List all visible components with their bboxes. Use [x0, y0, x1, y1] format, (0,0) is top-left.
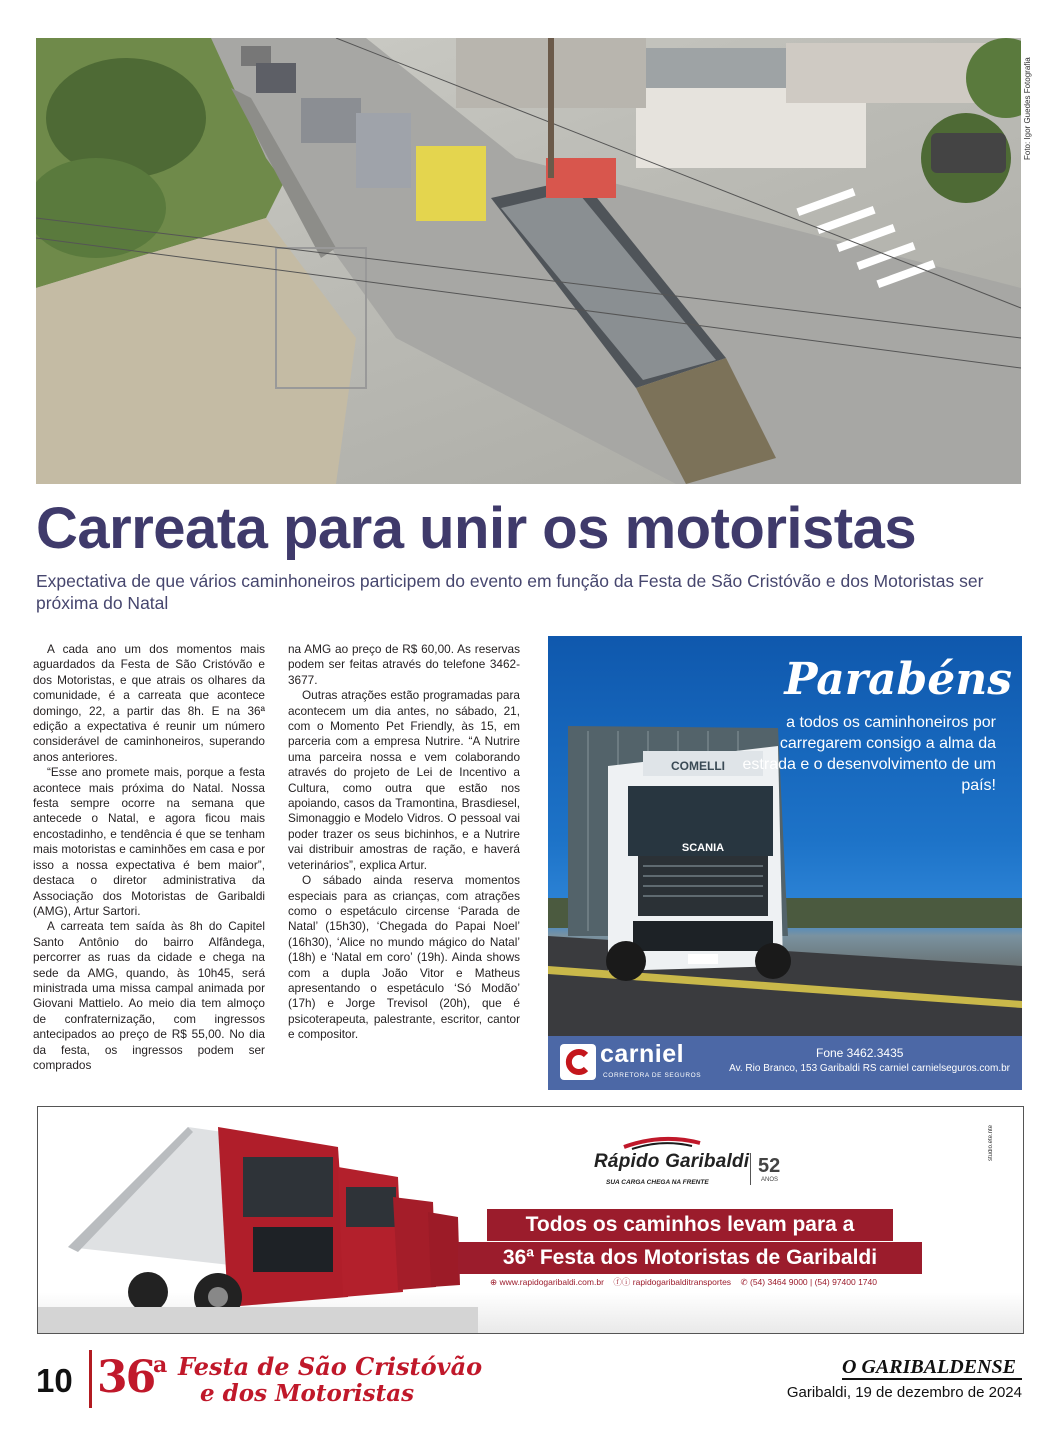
paragraph: “Esse ano promete mais, porque a festa acontece mais próxima do Natal. Nossa festa sempre ocorre na semana que antecede o Natal, e agora ficou mais encostadinho, e tendência é que se tenham mais motoristas e caminhões em casa e por isso a nossa expectativa é bem maior”, destaca o diretor administrativa da Associação dos Motoristas de Garibaldi (AMG), Artur Sartori. — [33, 765, 265, 918]
cab-sign: COMELLI — [671, 759, 725, 773]
rapido-contacts — [490, 1276, 910, 1288]
festa-number: 36 — [97, 1352, 155, 1403]
newspaper-rule — [842, 1378, 1022, 1380]
paragraph: A carreata tem saída às 8h do Capitel Santo Antônio do bairro Alfândega, percorrer as ruas da cidade e chega na sede da AMG, quando, às 10h45, será ministrada uma missa campal animada por Giovani Mattielo. Ao meio dia tem almoço de confraternização, com ingressos antecipados ao preço de R$ 55,00. No dia da festa, os ingressos podem ser comprados — [33, 919, 265, 1072]
truck-parade-illustration — [36, 38, 1021, 484]
carniel-phone: Fone 3462.3435 — [816, 1046, 904, 1060]
ad-credit: studio.ete.nte — [988, 1125, 994, 1162]
social-icon: ⓕⓘ — [613, 1277, 631, 1287]
paragraph: A cada ano um dos momentos mais aguardados da Festa de São Cristóvão e dos Motoristas, e que atrais os olhares da comunidade, é a carreata que acontece domingo, 22, a partir das 8h. E na 36ª edição a expectativa é reunir um número considerável de caminhoneiros, superando anos anteriores. — [33, 642, 265, 764]
subheadline: Expectativa de que vários caminhoneiros participem do evento em função da Festa de São Cristóvão e dos Motoristas ser próxima do Natal — [36, 571, 984, 613]
ad-banner-line-2: 36ª Festa dos Motoristas de Garibaldi — [458, 1242, 922, 1274]
article-column-2 — [288, 642, 520, 1043]
rapido-tagline: SUA CARGA CHEGA NA FRENTE — [606, 1179, 709, 1186]
carniel-ad[interactable] — [548, 636, 1022, 1090]
rapido-garibaldi-ad[interactable] — [37, 1106, 1024, 1334]
phone-icon: ✆ — [740, 1277, 748, 1287]
rapido-brand: Rápido Garibaldi — [594, 1151, 750, 1172]
rapido-website[interactable]: www.rapidogaribaldi.com.br — [499, 1277, 604, 1287]
paragraph: Outras atrações estão programadas para acontecem um dia antes, no sábado, 21, com o Momento Pet Friendly, às 15, em parceria com a empresa Nutrire. “A Nutrire uma parceira nossa e vem colaborando através do projeto de Lei de Incentivo a Cultura, como outra que estão nos apoiando, casos da Tramontina, Brasdiesel, Simonaggio e Modelo Vidros. O pessoal vai poder trazer os seus bichinhos, e a Nutrire vai distribuir amostras de ração, e haverá veterinários”, explica Artur. — [288, 688, 520, 872]
carniel-sub: CORRETORA DE SEGUROS — [603, 1072, 702, 1079]
ad-message: a todos os caminhoneiros por carregarem consigo a alma da estrada e o desenvolvimento de um país! — [742, 714, 996, 794]
festa-ordinal: a — [153, 1352, 168, 1378]
rapido-years-label: ANOS — [761, 1177, 779, 1183]
page-number: 10 — [36, 1362, 73, 1399]
rapido-swoosh-icon — [622, 1135, 702, 1151]
rapido-years: 52 — [758, 1155, 781, 1177]
rapido-phones: (54) 3464 9000 | (54) 97400 1740 — [750, 1277, 877, 1287]
hero-photo — [36, 38, 1021, 484]
ad-title: Parabéns — [784, 654, 1012, 705]
web-icon: ⊕ — [490, 1277, 498, 1287]
paragraph: na AMG ao preço de R$ 60,00. As reservas podem ser feitas através do telefone 3462-3677. — [288, 642, 520, 687]
headline: Carreata para unir os motoristas — [36, 496, 917, 561]
dateline: Garibaldi, 19 de dezembro de 2024 — [786, 1384, 1022, 1401]
truck-brand: SCANIA — [681, 842, 725, 854]
photo-credit: Foto: Igor Guedes Fotografia — [1023, 57, 1032, 160]
rapido-social[interactable]: rapidogaribalditransportes — [632, 1277, 732, 1287]
footer-divider — [89, 1350, 92, 1408]
paragraph: O sábado ainda reserva momentos especiais para as crianças, com atrações como o espetáculo circense ‘Parada de Natal’ (15h30), ‘Chegada do Papai Noel’ (16h30), ‘Alice no mundo mágico do Natal’ (18h) e ‘Natal em coro’ (19h). Ainda shows com a dupla João Vitor e Matheus apresentando o espetáculo ‘Só Modão’ (17h) e Jorge Trevisol (20h), que é psicoterapeuta, palestrante, escritor, cantor e compositor. — [288, 873, 520, 1042]
ad-banner-line-1: Todos os caminhos levam para a — [487, 1209, 893, 1241]
festa-title-line-2: e dos Motoristas — [200, 1380, 415, 1407]
article-column-1 — [33, 642, 265, 1073]
red-trucks-illustration — [38, 1107, 478, 1333]
carniel-address: Av. Rio Branco, 153 Garibaldi RS carniel carnielseguros.com.br — [729, 1063, 1010, 1074]
carniel-logo-icon — [560, 1044, 596, 1080]
festa-title-line-1: Festa de São Cristóvão — [178, 1352, 483, 1381]
newspaper-name: O GARIBALDENSE — [842, 1356, 1016, 1378]
carniel-brand: carniel — [600, 1040, 685, 1068]
divider — [750, 1153, 751, 1185]
ad-footer — [548, 1036, 1022, 1090]
